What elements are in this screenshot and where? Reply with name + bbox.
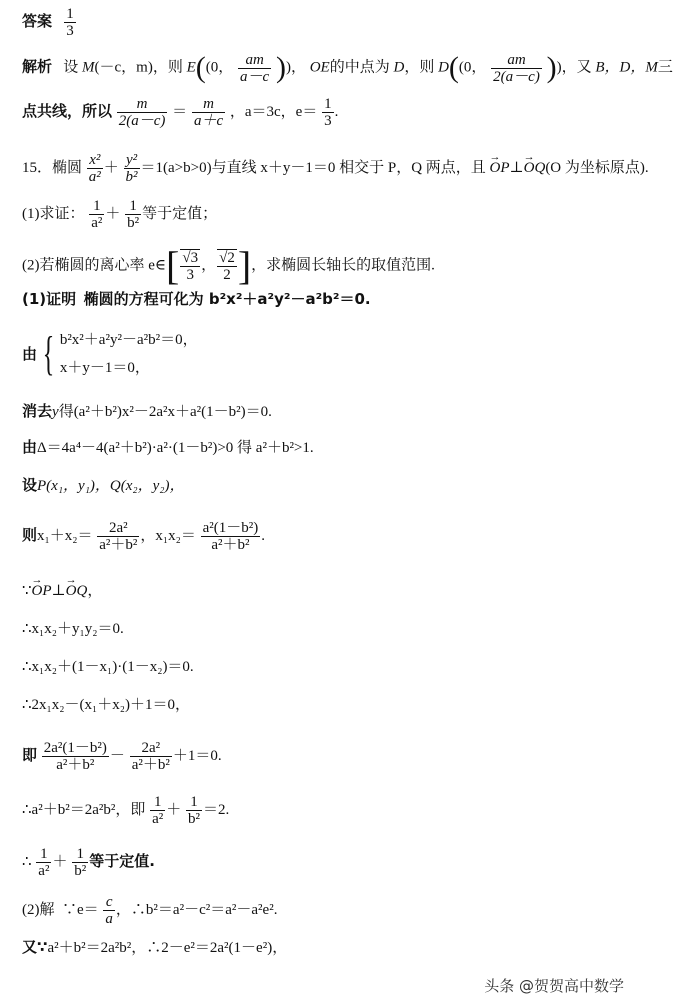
proof-step-8: ∴x₁x₂＋(1－x₁)·(1－x₂)＝0.	[22, 659, 194, 675]
proof-step-7: ∴x₁x₂＋y₁y₂＝0.	[22, 621, 124, 637]
proof-step-11: ∴a²＋b²＝2a²b²，即 $\frac{1}{\text{a²}}$ ＋ $\frac{1}{\text{b²}}$ ＝2.	[22, 794, 230, 827]
proof-points: 设P(x₁，y₁)，Q(x₂，y₂)，	[22, 476, 185, 494]
analysis-line: 解析 设 M(－c，m)，则 E((0， $\frac{am}{a-c}$ ))， OE的中点为 D，则 D((0， $\frac{am}{2(a-c)}$ ))，又 B，D，M三	[22, 51, 673, 85]
part-2-step: 又∵a²＋b²＝2a²b²，∴2－e²＝2a²(1－e²)，	[22, 938, 288, 956]
question-15-part-1: (1)求证： $\frac{1}{\text{a²}}$ ＋ $\frac{1}{\text{b²}}$ 等于定值；	[22, 198, 218, 231]
proof-discriminant: 由Δ＝4a⁴－4(a²＋b²)·a²·(1－b²)>0 得 a²＋b²>1.	[22, 438, 314, 456]
proof-vieta: 则x₁＋x₂＝ $\frac{\text{2a²}}{\text{a²＋b²}}$ ，x₁x₂＝ $\frac{\text{a²(1－b²)}}{\text{a²＋b²}}$ .	[22, 520, 266, 553]
proof-perp: ∵→ OP⊥→ OQ，	[22, 580, 630, 602]
part-2-solution: (2)解 ∵e＝ $\frac{c}{a}$ ，∴b²＝a²－c²＝a²－a²e².	[22, 894, 278, 927]
watermark: 头条 @贺贺高中数学	[484, 977, 624, 995]
analysis-line-2: 点共线，所以 $\frac{m}{2(a-c)}$ ＝ $\frac{m}{a+c}$ ，a＝3c，e＝ $\frac{1}{3}$ .	[22, 96, 339, 129]
system-line: 由 { b²x²＋a²y²－a²b²＝0， x＋y－1＝0，	[22, 327, 198, 380]
question-15-part-2: (2)若椭圆的离心率 e∈[ $\frac{√3}{3}$ ， $\frac{√2}{2}$ ]，求椭圆长轴长的取值范围.	[22, 243, 435, 288]
proof-step-12: ∴ $\frac{1}{\text{a²}}$ ＋ $\frac{1}{\text{b²}}$ 等于定值.	[22, 846, 155, 879]
answer-label: 答案	[22, 11, 53, 30]
analysis-label: 解析	[22, 57, 53, 76]
proof-1: (1)证明 椭圆的方程可化为 b²x²＋a²y²－a²b²＝0.	[22, 290, 371, 308]
answer-line	[22, 6, 630, 39]
proof-eliminate: 消去y得(a²＋b²)x²－2a²x＋a²(1－b²)＝0.	[22, 402, 272, 420]
proof-step-10: 即 $\frac{\text{2a²(1－b²)}}{\text{a²＋b²}}$ － $\frac{\text{2a²}}{\text{a²＋b²}}$ ＋1＝0.	[22, 740, 222, 773]
question-15: 15．椭圆 $\frac{\text{x²}}{\text{a²}}$ ＋ $\frac{\text{y²}}{\text{b²}}$ ＝1(a>b>0)与直线 x＋y－1＝0 相交于 P，Q 两点，且 → OP⊥→ OQ(O 为坐标原点).	[22, 152, 630, 185]
proof-step-9: ∴2x₁x₂－(x₁＋x₂)＋1＝0，	[22, 697, 190, 713]
answer-fraction: $\frac{1}{3}$	[66, 6, 74, 39]
